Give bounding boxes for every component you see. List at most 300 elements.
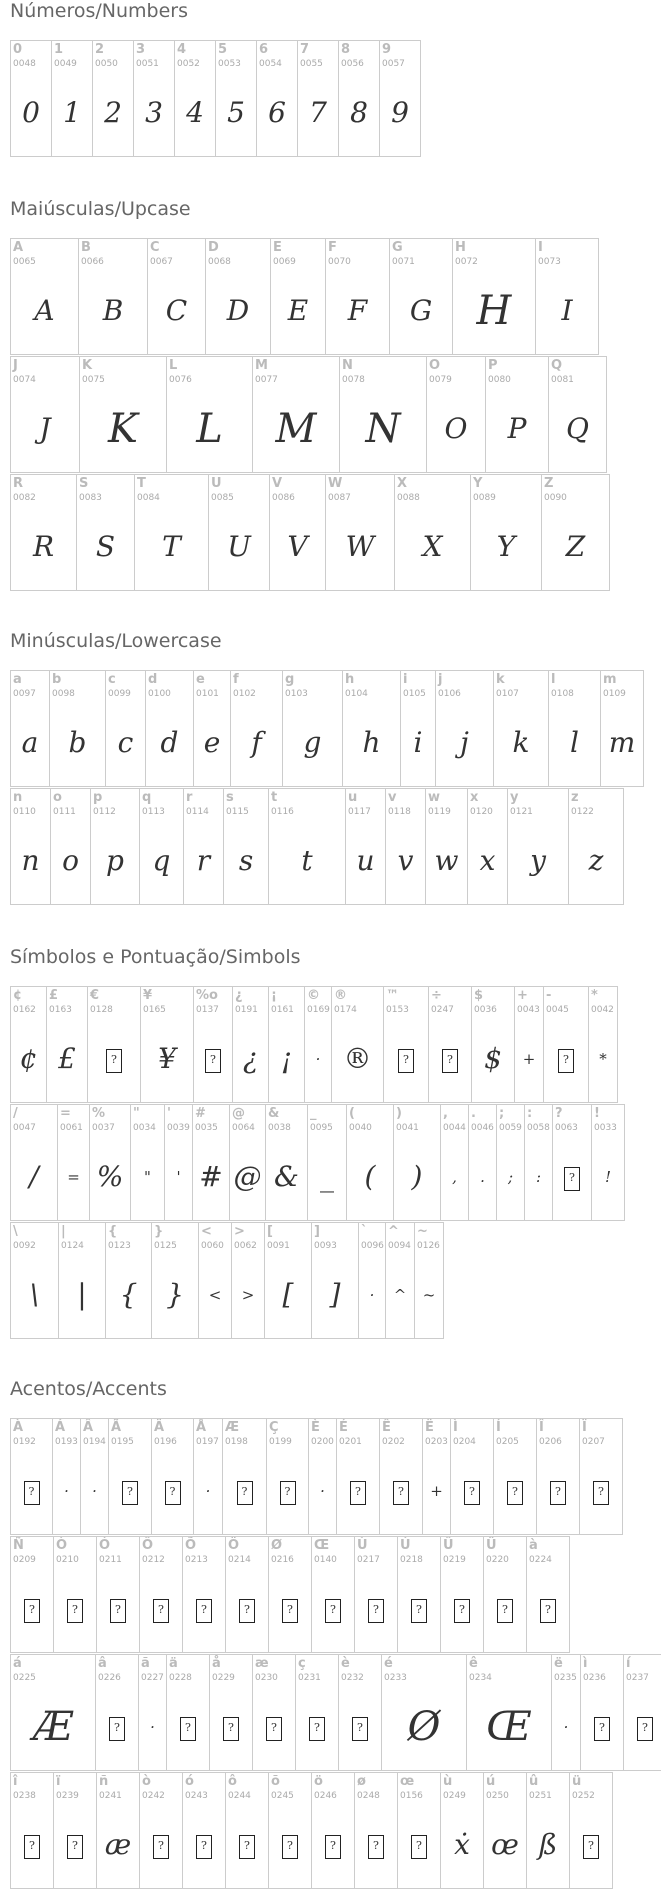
glyph-row: [10, 986, 624, 1103]
character-label: Q: [551, 358, 563, 373]
glyph-cell: [304, 986, 332, 1103]
missing-glyph-icon: ?: [350, 1481, 366, 1505]
character-code: 0165: [143, 1005, 166, 1015]
glyph-sample: [544, 1039, 588, 1079]
glyph-cell: [268, 788, 346, 905]
glyph-sample: 5: [227, 96, 245, 129]
character-code: 0036: [474, 1005, 497, 1015]
glyph-sample: /: [29, 1160, 39, 1193]
character-label: ": [133, 1106, 140, 1121]
glyph-sample: ;: [507, 1168, 514, 1186]
glyph-sample: ·: [92, 1482, 97, 1500]
character-code: 0204: [453, 1437, 476, 1447]
character-code: 0237: [626, 1673, 649, 1683]
glyph-sample: Æ: [32, 1704, 74, 1750]
character-label: ': [167, 1106, 171, 1121]
glyph-cell: [133, 40, 175, 157]
character-code: 0212: [142, 1555, 165, 1565]
glyph-sample: E: [287, 294, 309, 327]
missing-glyph-icon: ?: [180, 1717, 196, 1741]
glyph-cell: [265, 1104, 308, 1221]
glyph-cell: [205, 238, 271, 355]
glyph-cell: [53, 1772, 97, 1889]
missing-glyph-icon: ?: [497, 1599, 513, 1623]
character-label: Ü: [486, 1538, 497, 1553]
character-label: â: [98, 1656, 107, 1671]
glyph-cell: [78, 238, 148, 355]
character-label: 4: [177, 42, 187, 57]
glyph-cell: [252, 1654, 296, 1771]
character-label: û: [529, 1774, 539, 1789]
character-code: 0245: [271, 1791, 294, 1801]
glyph-sample: t: [301, 844, 313, 877]
character-label: ë: [554, 1656, 563, 1671]
character-label: Ö: [228, 1538, 240, 1553]
character-label: ê: [469, 1656, 478, 1671]
glyph-cell: [354, 1772, 398, 1889]
glyph-cell: [385, 1222, 415, 1339]
glyph-cell: [381, 1654, 467, 1771]
glyph-cell: [543, 986, 589, 1103]
character-code: 0055: [300, 59, 323, 69]
glyph-cell: [52, 1418, 81, 1535]
character-code: 0235: [554, 1673, 577, 1683]
missing-glyph-icon: ?: [67, 1599, 83, 1623]
character-code: 0105: [403, 689, 426, 699]
character-code: 0246: [314, 1791, 337, 1801]
character-code: 0088: [397, 493, 420, 503]
character-label: |: [61, 1224, 66, 1239]
glyph-cell: [90, 788, 140, 905]
glyph-cell: [536, 1418, 580, 1535]
glyph-cell: [10, 356, 80, 473]
glyph-cell: [256, 40, 298, 157]
glyph-cell: [96, 1772, 140, 1889]
glyph-cell: [483, 1772, 527, 1889]
character-label: Õ: [185, 1538, 197, 1553]
glyph-sample: ß: [538, 1828, 558, 1861]
character-code: 0220: [486, 1555, 509, 1565]
character-code: 0216: [271, 1555, 294, 1565]
character-label: ,: [443, 1106, 448, 1121]
character-code: 0242: [142, 1791, 165, 1801]
character-code: 0051: [136, 59, 159, 69]
glyph-sample: [398, 1589, 440, 1629]
glyph-sample: [253, 1707, 295, 1747]
glyph-sample: |: [77, 1278, 87, 1311]
character-label: 3: [136, 42, 146, 57]
glyph-cell: [493, 1418, 537, 1535]
character-label: ¢: [13, 988, 23, 1003]
character-code: 0071: [392, 257, 415, 267]
glyph-cell: [496, 1104, 525, 1221]
glyph-sample: 4: [186, 96, 204, 129]
missing-glyph-icon: ?: [282, 1835, 298, 1859]
glyph-cell: [10, 1418, 53, 1535]
character-code: 0054: [259, 59, 282, 69]
character-label: Ç: [269, 1420, 279, 1435]
missing-glyph-icon: ?: [411, 1599, 427, 1623]
glyph-sample: }: [166, 1278, 184, 1311]
character-label: ù: [443, 1774, 453, 1789]
glyph-cell: [385, 788, 426, 905]
glyph-sample: [484, 1589, 526, 1629]
character-label: $: [474, 988, 484, 1003]
glyph-cell: [92, 40, 134, 157]
character-label: .: [471, 1106, 476, 1121]
missing-glyph-icon: ?: [442, 1049, 458, 1073]
character-label: Î: [539, 1420, 544, 1435]
glyph-sample: [183, 1589, 225, 1629]
character-label: o: [53, 790, 62, 805]
character-label: œ: [400, 1774, 415, 1789]
character-code: 0162: [13, 1005, 36, 1015]
character-label: à: [529, 1538, 538, 1553]
glyph-sample: [553, 1157, 591, 1197]
character-label: Z: [544, 476, 554, 491]
character-code: 0207: [582, 1437, 605, 1447]
character-label: í: [626, 1656, 631, 1671]
glyph-cell: [57, 1104, 90, 1221]
glyph-sample: >: [241, 1286, 255, 1304]
character-code: 0111: [53, 807, 76, 817]
character-label: r: [186, 790, 193, 805]
glyph-cell: [270, 238, 326, 355]
character-label: ¿: [235, 988, 243, 1003]
missing-glyph-icon: ?: [454, 1599, 470, 1623]
glyph-cell: [166, 356, 253, 473]
character-code: 0100: [148, 689, 171, 699]
glyph-cell: [383, 986, 429, 1103]
glyph-cell: [147, 238, 206, 355]
character-label: }: [154, 1224, 164, 1239]
glyph-row: [10, 1654, 661, 1771]
glyph-sample: O: [444, 412, 468, 445]
character-label: Á: [55, 1420, 66, 1435]
character-code: 0072: [455, 257, 478, 267]
character-label: N: [342, 358, 353, 373]
missing-glyph-icon: ?: [540, 1599, 556, 1623]
glyph-cell: [209, 1654, 253, 1771]
character-code: 0075: [82, 375, 105, 385]
character-label: è: [341, 1656, 350, 1671]
character-label: i: [403, 672, 408, 687]
glyph-cell: [393, 1104, 441, 1221]
glyph-grid: [10, 40, 420, 158]
character-code: 0248: [357, 1791, 380, 1801]
character-label: Â: [83, 1420, 94, 1435]
glyph-cell: [80, 1418, 109, 1535]
glyph-sample: [451, 1471, 493, 1511]
glyph-sample: ·: [320, 1482, 325, 1500]
glyph-cell: [428, 986, 472, 1103]
glyph-sample: P: [507, 412, 527, 445]
glyph-sample: [355, 1825, 397, 1865]
character-label: (: [349, 1106, 355, 1121]
glyph-cell: [450, 1418, 494, 1535]
missing-glyph-icon: ?: [106, 1049, 122, 1073]
character-label: I: [538, 240, 543, 255]
character-label: Ò: [56, 1538, 68, 1553]
character-code: 0074: [13, 375, 36, 385]
glyph-sample: [312, 1589, 354, 1629]
glyph-cell: [95, 1654, 139, 1771]
glyph-sample: h: [362, 726, 381, 759]
glyph-grid: [10, 670, 643, 906]
character-label: &: [268, 1106, 280, 1121]
glyph-sample: x: [479, 844, 496, 877]
missing-glyph-icon: ?: [109, 1717, 125, 1741]
glyph-sample: o: [62, 844, 79, 877]
glyph-sample: [312, 1825, 354, 1865]
glyph-cell: [130, 1104, 165, 1221]
glyph-cell: [198, 1222, 232, 1339]
character-label: ï: [56, 1774, 61, 1789]
glyph-sample: [494, 1471, 536, 1511]
character-label: m: [603, 672, 617, 687]
glyph-sample: w: [434, 844, 459, 877]
character-code: 0052: [177, 59, 200, 69]
glyph-sample: s: [238, 844, 254, 877]
glyph-cell: [10, 1222, 59, 1339]
character-label: W: [328, 476, 343, 491]
glyph-cell: [231, 1222, 265, 1339]
glyph-cell: [10, 474, 77, 591]
missing-glyph-icon: ?: [583, 1835, 599, 1859]
character-code: 0092: [13, 1241, 36, 1251]
character-label: õ: [271, 1774, 280, 1789]
character-code: 0041: [396, 1123, 419, 1133]
character-code: 0062: [234, 1241, 257, 1251]
glyph-cell: [354, 1536, 398, 1653]
character-code: 0115: [226, 807, 249, 817]
glyph-cell: [471, 986, 515, 1103]
character-code: 0163: [49, 1005, 72, 1015]
glyph-cell: [552, 1104, 592, 1221]
character-label: ç: [298, 1656, 306, 1671]
glyph-sample: [96, 1707, 138, 1747]
character-label: ã: [141, 1656, 150, 1671]
character-label: t: [271, 790, 278, 805]
character-label: Ñ: [13, 1538, 24, 1553]
missing-glyph-icon: ?: [368, 1835, 384, 1859]
character-label: Û: [443, 1538, 454, 1553]
character-label: V: [272, 476, 283, 491]
glyph-cell: [325, 474, 395, 591]
character-label: :: [527, 1106, 533, 1121]
glyph-sample: j: [460, 726, 469, 759]
missing-glyph-icon: ?: [280, 1481, 296, 1505]
character-code: 0214: [228, 1555, 251, 1565]
section-title: Símbolos e Pontuação/Simbols: [10, 946, 301, 968]
glyph-sample: J: [39, 412, 51, 445]
glyph-sample: [140, 1589, 182, 1629]
character-code: 0078: [342, 375, 365, 385]
character-code: 0068: [208, 257, 231, 267]
glyph-sample: ^: [393, 1286, 407, 1304]
character-code: 0238: [13, 1791, 36, 1801]
character-label: [: [267, 1224, 273, 1239]
character-label: R: [13, 476, 24, 491]
glyph-sample: W: [345, 530, 375, 563]
glyph-cell: [569, 1772, 613, 1889]
missing-glyph-icon: ?: [309, 1717, 325, 1741]
glyph-sample: ~: [422, 1286, 436, 1304]
character-code: 0065: [13, 257, 36, 267]
glyph-sample: $: [484, 1042, 502, 1075]
glyph-cell: [151, 1222, 199, 1339]
character-code: 0252: [572, 1791, 595, 1801]
glyph-sample: U: [227, 530, 251, 563]
glyph-sample: m: [608, 726, 636, 759]
section-title: Minúsculas/Lowercase: [10, 630, 222, 652]
character-code: 0234: [469, 1673, 492, 1683]
character-label: K: [82, 358, 93, 373]
character-code: 0198: [225, 1437, 248, 1447]
character-code: 0247: [431, 1005, 454, 1015]
glyph-cell: [440, 1536, 484, 1653]
glyph-cell: [524, 1104, 553, 1221]
glyph-grid: [10, 1418, 661, 1890]
character-code: 0219: [443, 1555, 466, 1565]
character-code: 0067: [150, 257, 173, 267]
character-code: 0249: [443, 1791, 466, 1801]
glyph-cell: [600, 670, 644, 787]
glyph-cell: [252, 356, 340, 473]
glyph-sample: [441, 1589, 483, 1629]
glyph-sample: =: [67, 1168, 80, 1186]
missing-glyph-icon: ?: [24, 1481, 40, 1505]
character-code: 0232: [341, 1673, 364, 1683]
missing-glyph-icon: ?: [637, 1717, 653, 1741]
glyph-sample: .: [480, 1168, 485, 1186]
character-code: 0056: [341, 59, 364, 69]
glyph-sample: 3: [145, 96, 163, 129]
character-label: 7: [300, 42, 310, 57]
glyph-sample: £: [58, 1042, 76, 1075]
character-label: g: [285, 672, 295, 687]
glyph-cell: [164, 1104, 193, 1221]
glyph-cell: [139, 1772, 183, 1889]
glyph-sample: [537, 1471, 579, 1511]
glyph-cell: [526, 1772, 570, 1889]
character-label: Ô: [142, 1538, 154, 1553]
glyph-sample: ,: [452, 1168, 457, 1186]
character-label: Å: [196, 1420, 207, 1435]
character-label: a: [13, 672, 22, 687]
glyph-sample: [11, 1471, 52, 1511]
glyph-sample: ¢: [19, 1042, 38, 1075]
character-code: 0042: [591, 1005, 614, 1015]
glyph-sample: [109, 1471, 151, 1511]
glyph-row: [10, 238, 609, 355]
glyph-sample: F: [347, 294, 368, 327]
character-code: 0123: [108, 1241, 131, 1251]
glyph-sample: d: [160, 726, 179, 759]
character-code: 0107: [496, 689, 519, 699]
character-code: 0120: [470, 807, 493, 817]
character-label: C: [150, 240, 160, 255]
character-label: ?: [555, 1106, 563, 1121]
glyph-sample: ·: [64, 1482, 69, 1500]
glyph-sample: ]: [329, 1278, 341, 1311]
glyph-cell: [139, 788, 184, 905]
character-label: Y: [473, 476, 483, 491]
glyph-cell: [208, 474, 270, 591]
character-code: 0053: [218, 59, 241, 69]
character-label: ó: [185, 1774, 194, 1789]
glyph-row: [10, 1418, 661, 1535]
character-code: 0233: [384, 1673, 407, 1683]
glyph-sample: 2: [104, 96, 122, 129]
missing-glyph-icon: ?: [550, 1481, 566, 1505]
character-label: z: [571, 790, 579, 805]
glyph-sample: ': [176, 1168, 181, 1186]
glyph-cell: [225, 1536, 269, 1653]
character-label: ;: [499, 1106, 505, 1121]
character-label: f: [233, 672, 239, 687]
character-label: M: [255, 358, 268, 373]
glyph-cell: [182, 1772, 226, 1889]
character-code: 0117: [348, 807, 371, 817]
glyph-sample: N: [365, 406, 401, 452]
glyph-cell: [338, 1654, 382, 1771]
glyph-cell: [138, 1654, 167, 1771]
character-label: -: [546, 988, 552, 1003]
missing-glyph-icon: ?: [153, 1599, 169, 1623]
character-code: 0244: [228, 1791, 251, 1801]
character-label: ™: [386, 988, 399, 1003]
glyph-sample: b: [68, 726, 87, 759]
glyph-sample: l: [570, 726, 579, 759]
glyph-sample: G: [409, 294, 433, 327]
character-code: 0251: [529, 1791, 552, 1801]
glyph-cell: [580, 1654, 624, 1771]
character-code: 0104: [345, 689, 368, 699]
character-code: 0230: [255, 1673, 278, 1683]
section-title: Números/Numbers: [10, 0, 188, 22]
section-title: Maiúsculas/Upcase: [10, 198, 191, 220]
glyph-sample: 9: [391, 96, 409, 129]
character-code: 0033: [594, 1123, 617, 1133]
character-label: ú: [486, 1774, 496, 1789]
glyph-cell: [58, 1222, 106, 1339]
missing-glyph-icon: ?: [325, 1599, 341, 1623]
character-code: 0192: [13, 1437, 36, 1447]
glyph-cell: [229, 1104, 266, 1221]
missing-glyph-icon: ?: [24, 1599, 40, 1623]
missing-glyph-icon: ?: [196, 1835, 212, 1859]
glyph-cell: [435, 670, 494, 787]
character-code: 0156: [400, 1791, 423, 1801]
glyph-cell: [422, 1418, 451, 1535]
character-label: w: [428, 790, 441, 805]
character-label: ]: [314, 1224, 320, 1239]
glyph-sample: ): [411, 1160, 423, 1193]
character-code: 0112: [93, 807, 116, 817]
character-code: 0226: [98, 1673, 121, 1683]
glyph-sample: y: [530, 844, 546, 877]
character-code: 0096: [361, 1241, 384, 1251]
character-code: 0108: [551, 689, 574, 699]
glyph-sample: 8: [350, 96, 368, 129]
glyph-cell: [342, 670, 401, 787]
character-code: 0113: [142, 807, 165, 817]
character-label: Í: [496, 1420, 501, 1435]
character-code: 0070: [328, 257, 351, 267]
character-code: 0124: [61, 1241, 84, 1251]
character-label: 8: [341, 42, 351, 57]
